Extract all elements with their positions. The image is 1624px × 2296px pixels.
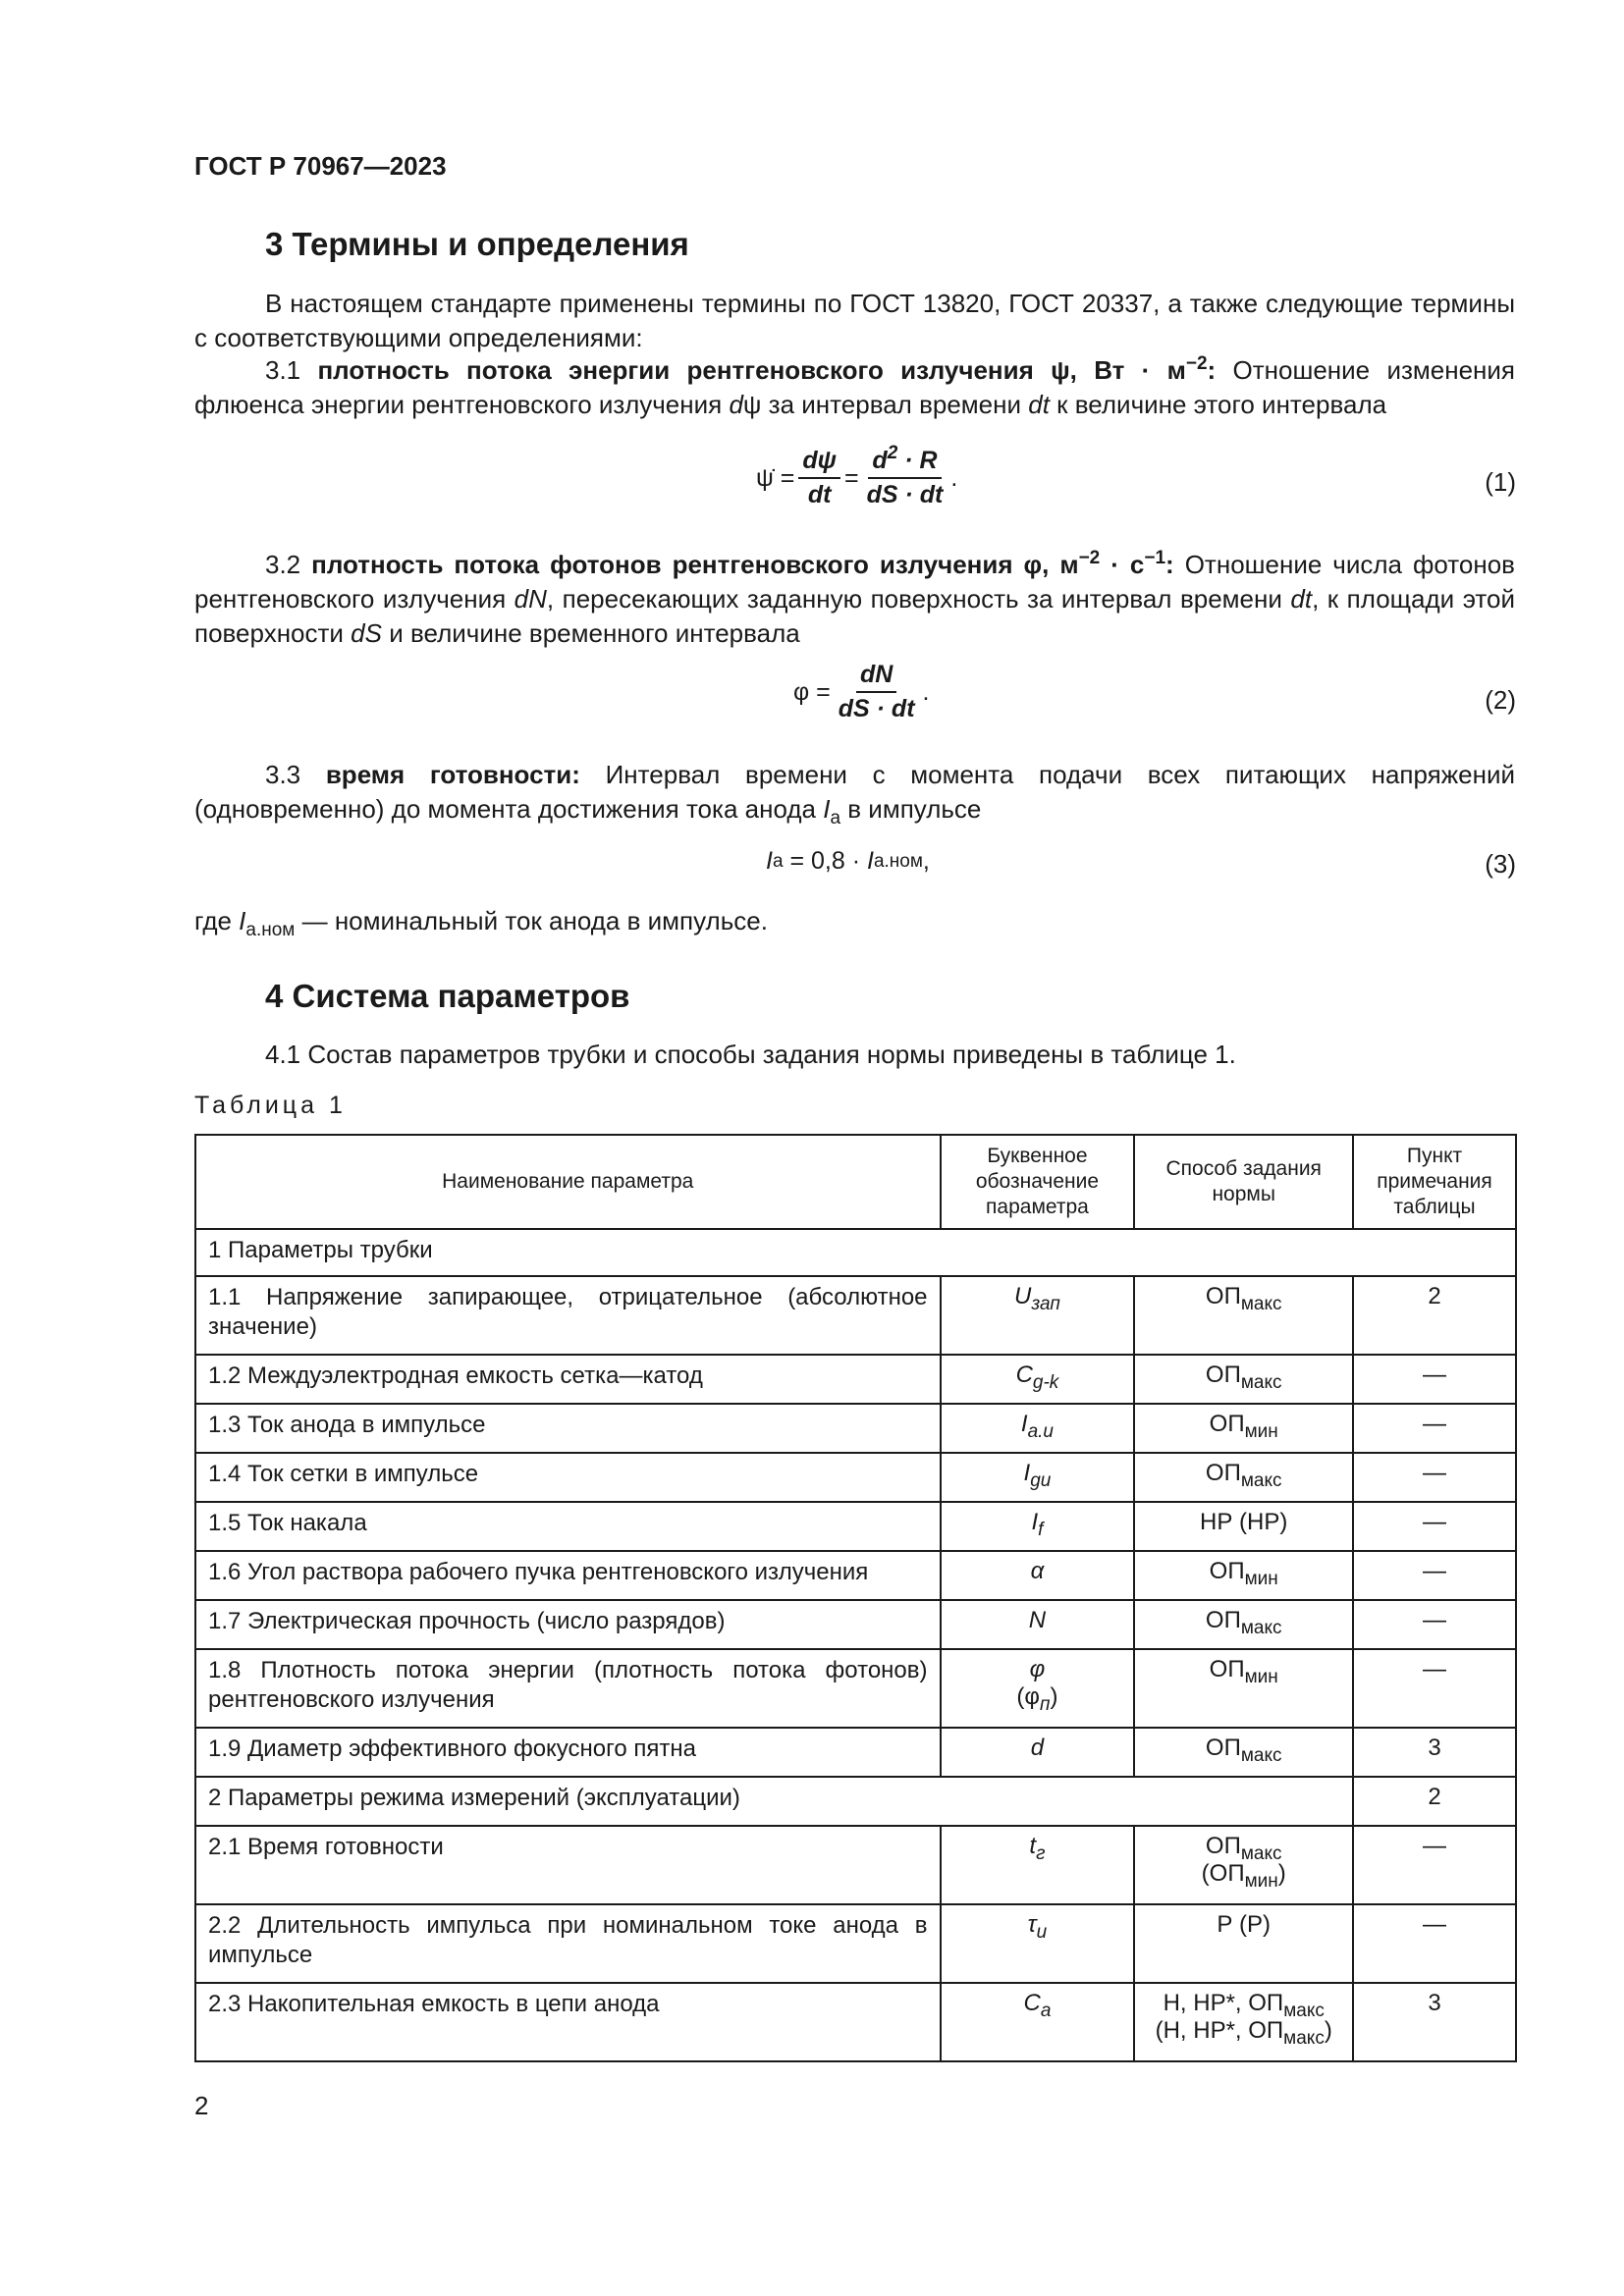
table-caption: Таблица 1 <box>194 1092 347 1119</box>
formula-1: ψ̇ = $\frac{d\psi}{dt}$ = $\frac{d^2 \cdot R}{dS \cdot dt}$ . <box>756 443 958 508</box>
table-cell-symbol: d <box>941 1728 1135 1777</box>
table-cell-name: 1.7 Электрическая прочность (число разрядов) <box>195 1600 941 1649</box>
table-cell-name: 2.3 Накопительная емкость в цепи анода <box>195 1983 941 2061</box>
parameters-table <box>194 1134 1517 2062</box>
table-row <box>195 1453 1516 1502</box>
table-cell-symbol: φ $(\varphi_п)$ <box>941 1649 1135 1728</box>
section-3-title: 3 Термины и определения <box>265 226 689 262</box>
table-section-heading: 1 Параметры трубки <box>195 1229 1516 1276</box>
table-row <box>195 1551 1516 1600</box>
table-row <box>195 1404 1516 1453</box>
table-cell-note: — <box>1353 1404 1516 1453</box>
table-cell-method: $ОП_{макс}$ <box>1134 1355 1353 1404</box>
table-cell-method: $ОП_{мин}$ <box>1134 1551 1353 1600</box>
table-cell-note: — <box>1353 1551 1516 1600</box>
document-header: ГОСТ Р 70967—2023 <box>194 151 447 181</box>
table-cell-method: $ОП_{макс}$ <box>1134 1276 1353 1355</box>
table-cell-symbol: $C_а$ <box>941 1983 1135 2061</box>
table-row <box>195 1649 1516 1728</box>
table-cell-note: 2 <box>1353 1276 1516 1355</box>
table-cell-symbol: α <box>941 1551 1135 1600</box>
formula-3-explanation: где $I_{а.ном}$ — номинальный ток анода в импульсе. <box>194 906 768 940</box>
table-row <box>195 1276 1516 1355</box>
table-row <box>195 1983 1516 2061</box>
equation-number-1: (1) <box>1485 467 1516 497</box>
table-cell-note: — <box>1353 1649 1516 1728</box>
term-3-3: 3.3 время готовности: Интервал времени с момента подачи всех питающих напряжений (одновременно) до момента достижения тока анода $I_а$ в импульсе <box>194 760 1516 828</box>
header-note: Пункт примечания таблицы <box>1353 1135 1516 1229</box>
table-cell-method: $ОП_{мин}$ <box>1134 1649 1353 1728</box>
section-3-intro: В настоящем стандарте применены термины по ГОСТ 13820, ГОСТ 20337, а также следующие термины с соответствующими определениями: <box>194 289 1515 352</box>
table-cell-name: 2.1 Время готовности <box>195 1826 941 1904</box>
table-cell-name: 1.1 Напряжение запирающее, отрицательное (абсолютное значение) <box>195 1276 941 1355</box>
table-cell-symbol: $C_{g-k}$ <box>941 1355 1135 1404</box>
table-cell-symbol: $I_f$ <box>941 1502 1135 1551</box>
table-cell-symbol: N <box>941 1600 1135 1649</box>
table-row <box>195 1600 1516 1649</box>
term-3-2: 3.2 плотность потока фотонов рентгеновского излучения φ, $м^{-2} \cdot с^{-1}$: Отношение числа фотонов рентгеновского излучения dN, пересекающих заданную поверхность за интервал времени dt, к площади этой поверхности dS и величине временного интервала <box>194 548 1515 648</box>
table-header-row <box>195 1135 1516 1229</box>
table-cell-symbol: $t_г$ <box>941 1826 1135 1904</box>
table-cell-method: $ОП_{макс}$ <box>1134 1728 1353 1777</box>
page-number: 2 <box>194 2091 209 2120</box>
table-cell-method: $ОП_{макс}$ <box>1134 1453 1353 1502</box>
table-row <box>195 1728 1516 1777</box>
header-name: Наименование параметра <box>195 1135 941 1229</box>
table-cell-name: 1.3 Ток анода в импульсе <box>195 1404 941 1453</box>
table-cell-name: 1.9 Диаметр эффективного фокусного пятна <box>195 1728 941 1777</box>
table-row <box>195 1904 1516 1983</box>
table-cell-note: — <box>1353 1502 1516 1551</box>
table-cell-note: — <box>1353 1904 1516 1983</box>
header-symbol: Буквенное обозначение параметра <box>941 1135 1135 1229</box>
table-cell-method: $ОП_{макс}$ $(ОП_{мин})$ <box>1134 1826 1353 1904</box>
table-cell-note: — <box>1353 1355 1516 1404</box>
table-cell-name: 2.2 Длительность импульса при номинальном токе анода в импульсе <box>195 1904 941 1983</box>
table-cell-symbol: $U_{зап}$ <box>941 1276 1135 1355</box>
table-cell-name: 1.5 Ток накала <box>195 1502 941 1551</box>
table-cell-symbol: $\tau_и$ <box>941 1904 1135 1983</box>
table-cell-name: 1.6 Угол раствора рабочего пучка рентгеновского излучения <box>195 1551 941 1600</box>
formula-2: φ = $\frac{dN}{dS \cdot dt}$ . <box>793 661 930 722</box>
table-section-heading: 2 Параметры режима измерений (эксплуатации) <box>195 1777 1353 1826</box>
equation-number-3: (3) <box>1485 849 1516 879</box>
table-cell-method: $ОП_{макс}$ <box>1134 1600 1353 1649</box>
equation-number-2: (2) <box>1485 685 1516 715</box>
table-row <box>195 1229 1516 1276</box>
table-cell-note: — <box>1353 1826 1516 1904</box>
table-cell-symbol: $I_{gи}$ <box>941 1453 1135 1502</box>
formula-3: I а = 0,8 · I а.ном , <box>766 847 930 875</box>
table-cell-method: Н, НР*, $ОП_{макс}$ (Н, НР*, $ОП_{макс}$) <box>1134 1983 1353 2061</box>
table-row <box>195 1502 1516 1551</box>
table-row <box>195 1826 1516 1904</box>
table-cell-note: 3 <box>1353 1983 1516 2061</box>
table-cell-name: 1.4 Ток сетки в импульсе <box>195 1453 941 1502</box>
table-cell-method: Р (Р) <box>1134 1904 1353 1983</box>
section-4-title: 4 Система параметров <box>265 978 630 1014</box>
table-cell-symbol: $I_{а.и}$ <box>941 1404 1135 1453</box>
table-cell-method: НР (НР) <box>1134 1502 1353 1551</box>
table-cell-method: $ОП_{мин}$ <box>1134 1404 1353 1453</box>
term-3-1: 3.1 плотность потока энергии рентгеновского излучения ψ, Вт · $м^{-2}$: Отношение изменения флюенса энергии рентгеновского излучения dψ за интервал времени dt к величине этого интервала <box>194 353 1515 419</box>
table-cell-name: 1.2 Междуэлектродная емкость сетка—катод <box>195 1355 941 1404</box>
table-row <box>195 1355 1516 1404</box>
table-row <box>195 1777 1516 1826</box>
table-cell-note: — <box>1353 1600 1516 1649</box>
paragraph-4-1: 4.1 Состав параметров трубки и способы задания нормы приведены в таблице 1. <box>265 1040 1236 1069</box>
header-method: Способ задания нормы <box>1134 1135 1353 1229</box>
table-cell-name: 1.8 Плотность потока энергии (плотность потока фотонов) рентгеновского излучения <box>195 1649 941 1728</box>
table-cell-note: — <box>1353 1453 1516 1502</box>
table-cell-note: 2 <box>1353 1777 1516 1826</box>
table-cell-note: 3 <box>1353 1728 1516 1777</box>
